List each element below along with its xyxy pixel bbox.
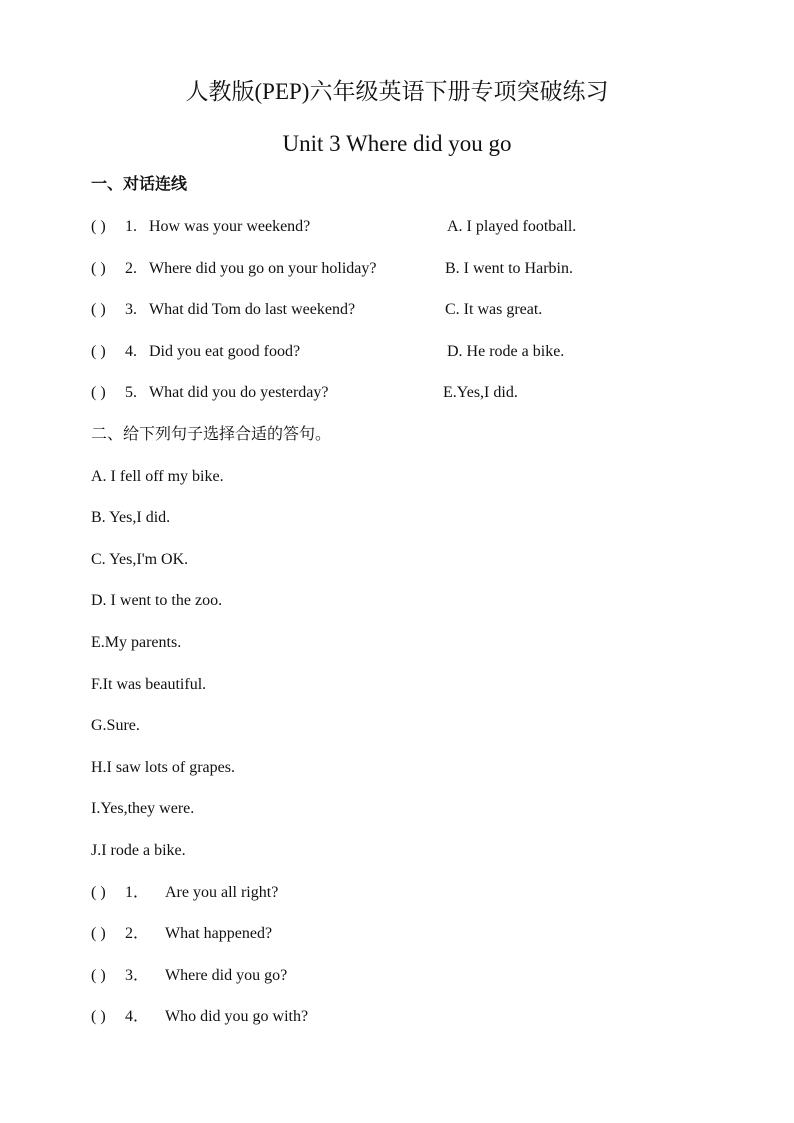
question-number: 5. bbox=[125, 384, 137, 401]
question-text: How was your weekend? bbox=[149, 218, 311, 235]
question-number: 3. bbox=[125, 301, 137, 318]
question-text: Who did you go with? bbox=[165, 1008, 309, 1025]
answer-blank[interactable]: ( ) bbox=[91, 1008, 106, 1025]
matching-row bbox=[91, 258, 731, 280]
matching-row bbox=[91, 299, 731, 321]
answer-text: B. I went to Harbin. bbox=[445, 260, 573, 277]
answer-text: E.Yes,I did. bbox=[443, 384, 518, 401]
question-number: 1． bbox=[125, 884, 150, 901]
question-number: 3． bbox=[125, 967, 150, 984]
question-number: 2. bbox=[125, 260, 137, 277]
matching-row bbox=[91, 382, 731, 404]
answer-blank[interactable]: ( ) bbox=[91, 925, 106, 942]
question-text: Where did you go on your holiday? bbox=[149, 260, 377, 277]
answer-blank[interactable]: ( ) bbox=[91, 884, 106, 901]
answer-option: J.I rode a bike. bbox=[91, 842, 186, 859]
answer-text: A. I played football. bbox=[447, 218, 577, 235]
question-number: 4． bbox=[125, 1008, 150, 1025]
answer-blank[interactable]: ( ) bbox=[91, 384, 106, 401]
answer-blank[interactable]: ( ) bbox=[91, 967, 106, 984]
question-text: What happened? bbox=[165, 925, 273, 942]
question-text: What did Tom do last weekend? bbox=[149, 301, 356, 318]
answer-blank[interactable]: ( ) bbox=[91, 218, 106, 235]
answer-option: E.My parents. bbox=[91, 634, 182, 651]
question-number: 2． bbox=[125, 925, 150, 942]
answer-option: B. Yes,I did. bbox=[91, 509, 171, 526]
answer-blank[interactable]: ( ) bbox=[91, 343, 106, 360]
question-text: Did you eat good food? bbox=[149, 343, 301, 360]
question-text: Where did you go? bbox=[165, 967, 288, 984]
reply-question-row bbox=[91, 923, 731, 945]
question-text: Are you all right? bbox=[165, 884, 279, 901]
question-text: What did you do yesterday? bbox=[149, 384, 329, 401]
reply-question-row bbox=[91, 882, 731, 904]
answer-option: F.It was beautiful. bbox=[91, 676, 207, 693]
unit-title: Unit 3 Where did you go bbox=[282, 131, 512, 156]
matching-row bbox=[91, 341, 731, 363]
answer-option: H.I saw lots of grapes. bbox=[91, 759, 235, 776]
question-number: 4. bbox=[125, 343, 137, 360]
worksheet-title: 人教版(PEP)六年级英语下册专项突破练习 bbox=[185, 79, 609, 104]
answer-blank[interactable]: ( ) bbox=[91, 301, 106, 318]
answer-option: G.Sure. bbox=[91, 717, 140, 734]
answer-text: C. It was great. bbox=[445, 301, 543, 318]
section-1-heading: 一、对话连线 bbox=[91, 176, 188, 193]
answer-option: A. I fell off my bike. bbox=[91, 468, 224, 485]
answer-text: D. He rode a bike. bbox=[447, 343, 565, 360]
answer-blank[interactable]: ( ) bbox=[91, 260, 106, 277]
section-2-heading: 二、给下列句子选择合适的答句。 bbox=[91, 426, 332, 443]
answer-option: I.Yes,they were. bbox=[91, 800, 195, 817]
answer-option: D. I went to the zoo. bbox=[91, 592, 223, 609]
reply-question-row bbox=[91, 1006, 731, 1028]
question-number: 1. bbox=[125, 218, 137, 235]
answer-option: C. Yes,I'm OK. bbox=[91, 551, 189, 568]
matching-row bbox=[91, 216, 731, 238]
reply-question-row bbox=[91, 965, 731, 987]
